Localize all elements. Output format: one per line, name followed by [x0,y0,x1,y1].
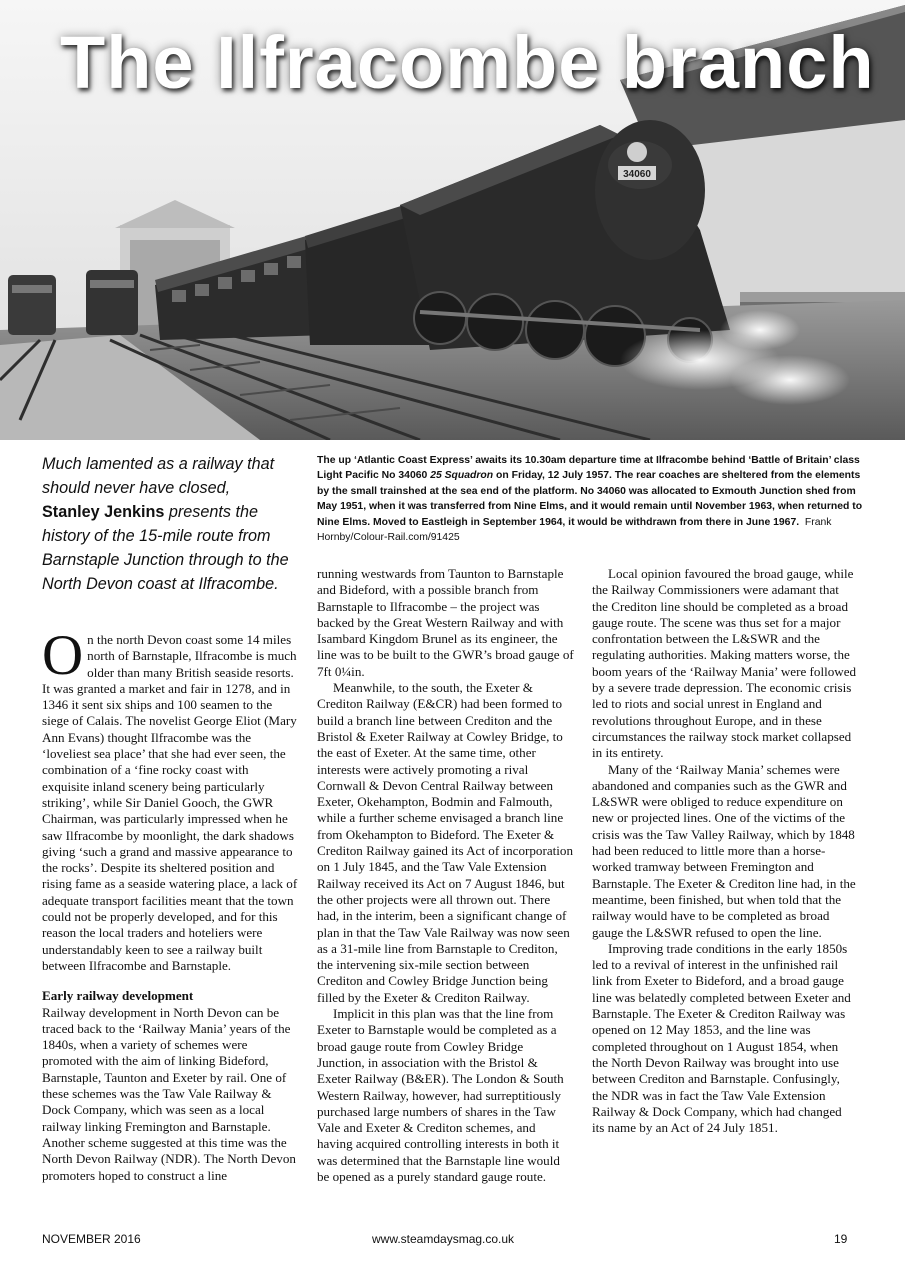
body-paragraph: Many of the ‘Railway Mania’ schemes were abandoned and companies such as the GWR and L&SWR were obliged to reduce expenditure on new or projected lines. One of the victims of the crisis was the Taw Valley Railway, which by 1848 had been reduced to little more than a horse-worked tramway between Fremington and Barnstaple. The Exeter & Crediton line had, in the meantime, been finished, but when told that the railway would have to be completed as broad gauge the L&SWR refused to open the line. [592,761,856,940]
caption-text-1: The up ‘Atlantic Coast Express’ awaits its 10.30am departure time at Ilfracombe behind ‘Battle of Britain’ class Light Pacific No 34060 [317,455,860,482]
hero-photo [0,0,905,440]
website-url: www.steamdaysmag.co.uk [372,1232,515,1246]
drop-cap: O [42,624,84,687]
body-paragraph: Local opinion favoured the broad gauge, while the Railway Commissioners were adamant that the Crediton line should be completed as a broad gauge route. The scene was thus set for a major confrontation between the L&SWR and the regulating authorities. Making matters worse, the boom years of the ‘Railway Mania’ were followed by a severe trade depression. The economic crisis led to riots and social unrest in England and revolutions throughout Europe, and in these circumstances the railway stock market collapsed in its entirety. [592,566,857,761]
page-number: 19 [834,1232,848,1246]
body-paragraph: Meanwhile, to the south, the Exeter & Crediton Railway (E&CR) had been formed to build a branch line between Crediton and the Bristol & Exeter Railway at Cowley Bridge, to the east of Exeter. At the same time, other interests were actively promoting a rival Cornwall & Devon Central Railway between Exeter, Okehampton, Bodmin and Falmouth, while a further scheme envisaged a branch line from Okehampton to Bideford. The Exeter & Crediton Railway gained its Act of incorporation on 1 July 1845, and the Taw Vale Extension Railway received its Act on 7 August 1846, but the other projects were all thrown out. There had, in the interim, been a significant change of plan in that the Taw Vale Railway was now seen as a 31-mile line from Barnstaple to Crediton, the intervening six-mile section between Crediton and Cowley Bridge Junction being filled by the Exeter & Crediton Railway. [317,680,573,1005]
issue-date: NOVEMBER 2016 [42,1232,141,1246]
photo-credit: Frank Hornby/Colour-Rail.com/91425 [317,516,832,544]
body-paragraph: Railway development in North Devon can be traced back to the ‘Railway Mania’ years of the 1840s, when a variety of schemes were promoted with the aim of linking Bideford, Barnstaple, Taunton and Exeter by rail. One of these schemes was the Taw Vale Railway & Dock Company, which was seen as a local railway linking Fremington and Barnstaple. Another scheme suggested at this time was the North Devon Railway (NDR). The North Devon promoters hoped to construct a line [42,1004,296,1183]
body-paragraph: Improving trade conditions in the early 1850s led to a revival of interest in the unfinished rail link from Exeter to Bideford, and a broad gauge line was belatedly completed between Exeter and Barnstaple. The Exeter & Crediton Railway was opened on 12 May 1853, and the line was completed throughout on 1 August 1854, when the North Devon Railway was brought into use between Crediton and Barnstaple. Confusingly, the NDR was in fact the Taw Vale Extension Railway & Dock Company, which had changed its name by an Act of 24 July 1851. [592,940,851,1136]
body-column-1 [42,624,298,1184]
body-paragraph: Implicit in this plan was that the line from Exeter to Barnstaple would be completed as a broad gauge route from Cowley Bridge Junction, in association with the Bristol & Exeter Railway (B&ER). The London & South Western Railway, however, had surreptitiously purchased large numbers of shares in the Taw Vale and Exeter & Crediton schemes, and having acquired controlling interests in both it was determined that the Barnstaple line would be opened as a purely standard gauge route. [317,1006,564,1184]
body-column-2 [317,566,574,1185]
standfirst-rest: presents the history of the 15-mile route from Barnstaple Junction through to the North Devon coast at Ilfracombe. [42,503,289,593]
caption-text-2: on Friday, 12 July 1957. The rear coaches are sheltered from the elements by the small trainshed at the sea end of the platform. No 34060 was allocated to Exmouth Junction shed from May 1951, when it was transferred from Nine Elms, and it would remain until November 1963, when returned to Nine Elms. Moved to Eastleigh in September 1964, it would be withdrawn from there in June 1967. [317,470,863,528]
standfirst [42,452,292,596]
photo-caption [317,453,865,545]
body-column-3 [592,566,857,1136]
caption-loco-name: 25 Squadron [430,470,494,482]
body-paragraph: running westwards from Taunton to Barnstaple and Bideford, with a possible branch from Barnstaple to Ilfracombe – the project was backed by the Great Western Railway and with Isambard Kingdom Brunel as its engineer, the line was to be built to the GWR’s broad gauge of 7ft 0¼in. [317,566,574,679]
paragraph-text: n the north Devon coast some 14 miles north of Barnstaple, Ilfracombe is much older than many British seaside resorts. It was granted a market and fair in 1278, and in 1346 it sent six ships and 100 seamen to the siege of Calais. The novelist George Eliot (Mary Ann Evans) thought Ilfracombe was the ‘loveliest sea place’ that she had ever seen, the combination of a ‘fine rocky coast with exquisite inland scenery being particularly striking’, while Sir Daniel Gooch, the GWR Chairman, was particularly impressed when he saw Ilfracombe by moonlight, the dark shadows giving ‘such a grand and massive appearance to the rocks’. Despite its sheltered position and rising fame as a seaside watering place, a lack of adequate transport facilities meant that the town could not be properly developed, and for this reason the local traders and hoteliers were understandably keen to see a railway built between Ilfracombe and Barnstaple. [42,632,298,973]
article-headline: The Ilfracombe branch [60,21,875,104]
body-paragraph [42,624,298,974]
subheading: Early railway development [42,988,194,1004]
smokebox-number: 34060 [623,169,651,180]
standfirst-lead: Much lamented as a railway that should never have closed, [42,455,275,497]
author-name: Stanley Jenkins [42,503,165,521]
